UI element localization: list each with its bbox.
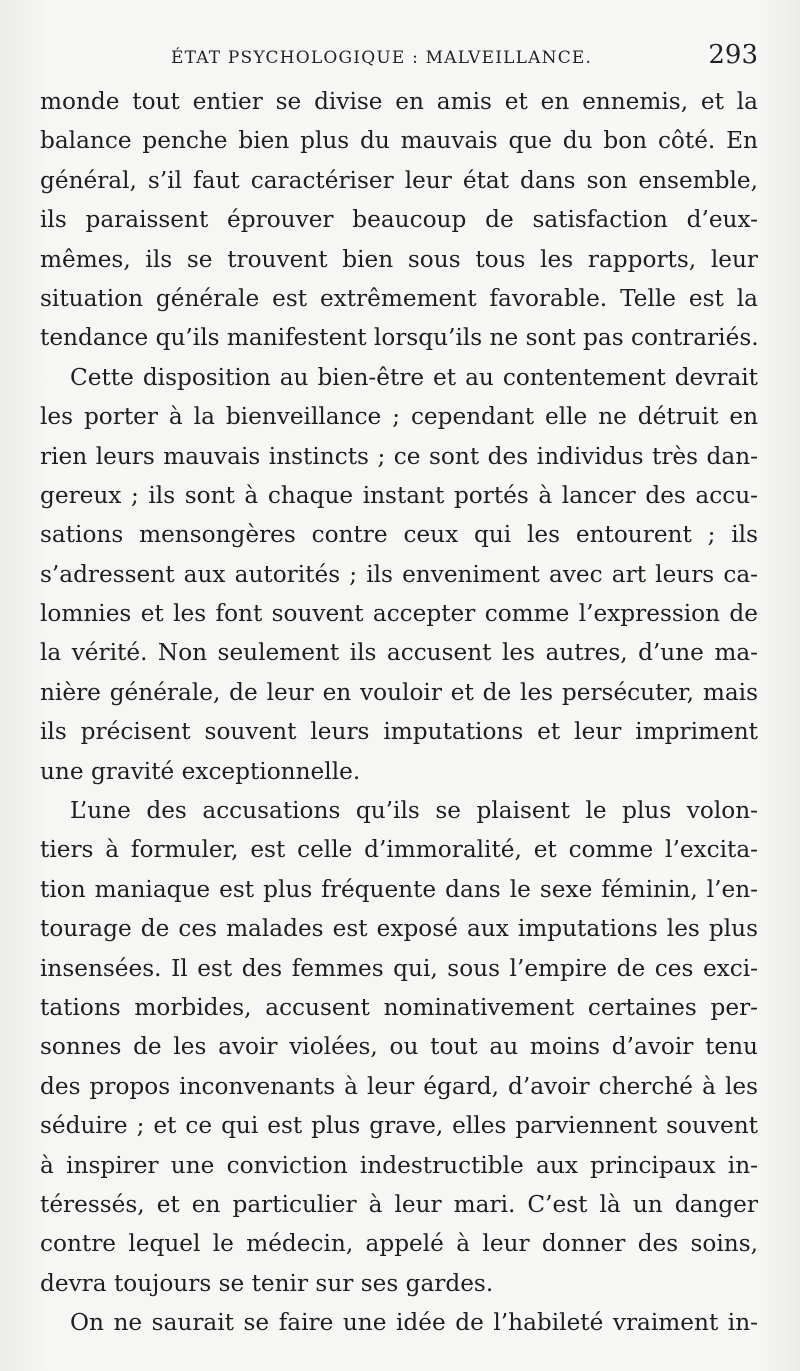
text-line: s’adressent aux autorités ; ils enveniment avec art leurs ca- [40, 560, 758, 588]
text-line: tion maniaque est plus fréquente dans le sexe féminin, l’en- [40, 875, 758, 903]
text-line: balance penche bien plus du mauvais que du bon côté. En [40, 127, 758, 155]
text-line: à inspirer une conviction indestructible aux principaux in- [40, 1151, 758, 1179]
paragraph [40, 358, 758, 791]
text-line: sonnes de les avoir violées, ou tout au moins d’avoir tenu [40, 1033, 758, 1061]
paragraph [40, 1303, 758, 1342]
text-line: mêmes, ils se trouvent bien sous tous les rapports, leur [40, 245, 758, 273]
page-body [40, 82, 758, 1343]
text-line: tendance qu’ils manifestent lorsqu’ils ne sont pas contrariés. [40, 324, 759, 352]
text-line: On ne saurait se faire une idée de l’habileté vraiment in- [70, 1309, 758, 1337]
text-line: insensées. Il est des femmes qui, sous l’empire de ces exci- [40, 954, 758, 982]
paragraph [40, 791, 758, 1303]
text-line: des propos inconvenants à leur égard, d’avoir cherché à les [40, 1072, 758, 1100]
text-line: tiers à formuler, est celle d’immoralité, et comme l’excita- [40, 836, 758, 864]
text-line: téressés, et en particulier à leur mari. C’est là un danger [40, 1190, 758, 1218]
text-line: une gravité exceptionnelle. [40, 757, 361, 785]
text-line: situation générale est extrêmement favorable. Telle est la [40, 284, 758, 312]
text-line: sations mensongères contre ceux qui les entourent ; ils [40, 521, 758, 549]
page-header [40, 40, 758, 80]
text-line: tations morbides, accusent nominativement certaines per- [40, 993, 758, 1021]
text-line: lomnies et les font souvent accepter comme l’expression de [40, 600, 758, 628]
text-line: séduire ; et ce qui est plus grave, elles parviennent souvent [40, 1112, 758, 1140]
page-number: 293 [708, 40, 758, 70]
text-line: général, s’il faut caractériser leur état dans son ensemble, [40, 166, 758, 194]
text-line: devra toujours se tenir sur ses gardes. [40, 1269, 494, 1297]
text-line: gereux ; ils sont à chaque instant portés à lancer des accu- [40, 481, 758, 509]
paragraph [40, 82, 758, 358]
text-line: la vérité. Non seulement ils accusent les autres, d’une ma- [40, 639, 758, 667]
text-line: nière générale, de leur en vouloir et de les persécuter, mais [40, 678, 758, 706]
text-line: Cette disposition au bien-être et au contentement devrait [70, 363, 758, 391]
text-line: L’une des accusations qu’ils se plaisent le plus volon- [70, 797, 758, 825]
text-line: ils paraissent éprouver beaucoup de satisfaction d’eux- [40, 206, 758, 234]
text-line: ils précisent souvent leurs imputations et leur impriment [40, 718, 758, 746]
text-line: tourage de ces malades est exposé aux imputations les plus [40, 915, 758, 943]
text-line: rien leurs mauvais instincts ; ce sont des individus très dan- [40, 442, 758, 470]
running-head: ÉTAT PSYCHOLOGIQUE : MALVEILLANCE. [171, 48, 593, 68]
text-line: contre lequel le médecin, appelé à leur donner des soins, [40, 1230, 758, 1258]
text-line: monde tout entier se divise en amis et en ennemis, et la [40, 88, 758, 115]
text-line: les porter à la bienveillance ; cependant elle ne détruit en [40, 403, 758, 431]
